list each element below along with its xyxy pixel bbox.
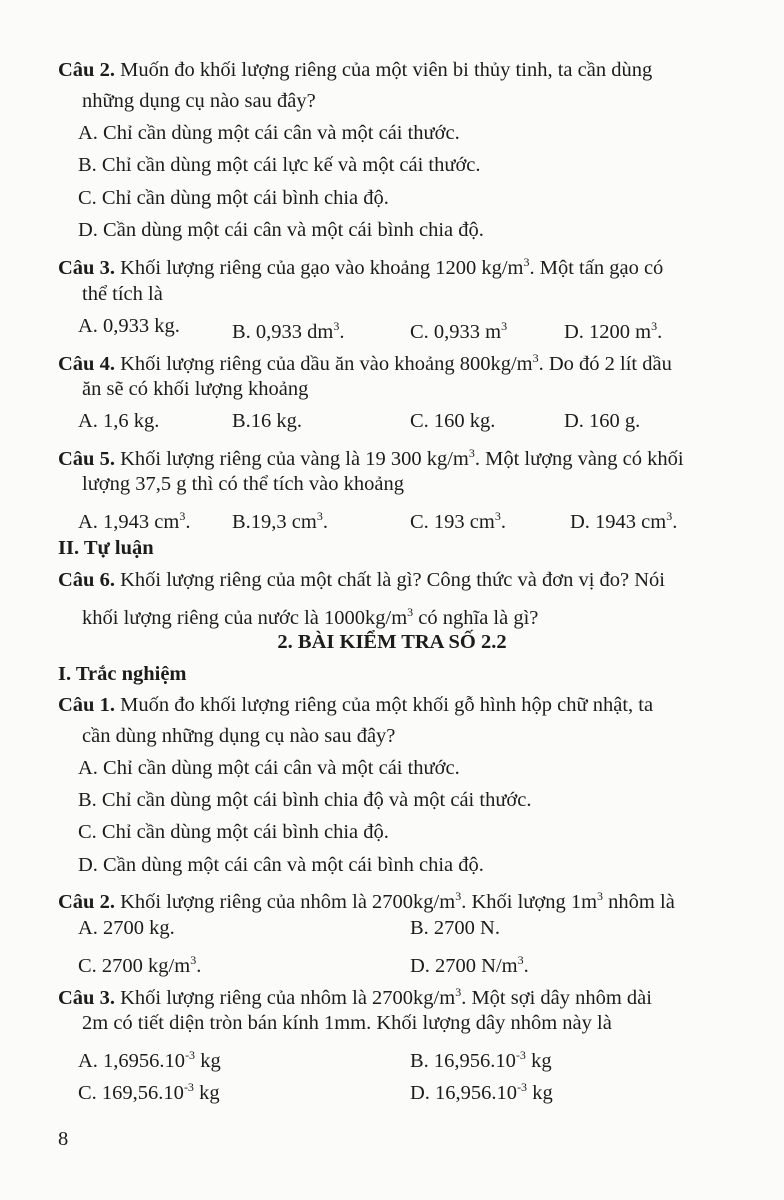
question-label: Câu 3. — [58, 987, 115, 1009]
question-label: Câu 6. — [58, 569, 115, 591]
option-a: A. Chỉ cần dùng một cái cân và một cái thước. — [78, 757, 460, 779]
option-b: B.16 kg. — [232, 410, 303, 432]
option-d: D. Cần dùng một cái cân và một cái bình chia độ. — [78, 219, 484, 241]
question-text-cont: ăn sẽ có khối lượng khoảng — [82, 378, 309, 400]
question-text-cont: cần dùng những dụng cụ nào sau đây? — [82, 725, 396, 747]
question-text-cont: những dụng cụ nào sau đây? — [82, 90, 316, 112]
question-text: Khối lượng riêng của nhôm là $2700kg/m^3$. Một sợi dây nhôm dài — [120, 985, 652, 1009]
question-text-cont: khối lượng riêng của nước là $1000kg/m^3$ có nghĩa là gì? — [82, 605, 539, 629]
question-label: Câu 2. — [58, 891, 115, 913]
option-a: A. 0,933 kg. — [78, 315, 180, 337]
option-b: B. 2700 N. — [410, 917, 500, 939]
option-d: D. 1200 $m^3$. — [564, 319, 663, 343]
option-d: D. Cần dùng một cái cân và một cái bình chia độ. — [78, 854, 484, 876]
question-label: Câu 4. — [58, 353, 115, 375]
option-d: D. 1943 $cm^3$. — [570, 509, 678, 533]
question-label: Câu 2. — [58, 59, 115, 81]
question-4 — [58, 346, 672, 376]
test-title: 2. BÀI KIỂM TRA SỐ 2.2 — [277, 631, 507, 653]
question-text: Muốn đo khối lượng riêng của một khối gỗ hình hộp chữ nhật, ta — [120, 694, 654, 716]
question-text: Khối lượng riêng của một chất là gì? Công thức và đơn vị đo? Nói — [120, 569, 665, 591]
section-heading: I. Trắc nghiệm — [58, 663, 187, 685]
option-c: C. Chỉ cần dùng một cái bình chia độ. — [78, 187, 389, 209]
question-3b — [58, 980, 652, 1010]
page-number: 8 — [58, 1128, 69, 1150]
question-text: Khối lượng riêng của vàng là 19 300 $kg/m^3$. Một lượng vàng có khối — [120, 446, 684, 470]
question-5 — [58, 441, 684, 471]
question-1 — [58, 693, 653, 717]
option-d: D. 160 g. — [564, 410, 641, 432]
question-text: Khối lượng riêng của nhôm là $2700kg/m^3$. Khối lượng $1m^3$ nhôm là — [120, 889, 675, 913]
question-6 — [58, 568, 665, 592]
option-b: B. $16,956.10^{-3}$ kg — [410, 1048, 552, 1072]
section-heading: II. Tự luận — [58, 537, 154, 559]
question-text: Muốn đo khối lượng riêng của một viên bi thủy tinh, ta cần dùng — [120, 59, 653, 81]
question-text-cont: 2m có tiết diện tròn bán kính 1mm. Khối lượng dây nhôm này là — [82, 1012, 612, 1034]
option-c: C. Chỉ cần dùng một cái bình chia độ. — [78, 821, 389, 843]
question-2 — [58, 58, 652, 82]
option-c: C. 160 kg. — [410, 410, 496, 432]
question-text: Khối lượng riêng của gạo vào khoảng 1200 $kg/m^3$. Một tấn gạo có — [120, 255, 664, 279]
option-a: A. 1,6 kg. — [78, 410, 160, 432]
option-c: C. 193 $cm^3$. — [410, 509, 506, 533]
question-3 — [58, 250, 663, 280]
option-a: A. Chỉ cần dùng một cái cân và một cái thước. — [78, 122, 460, 144]
option-a: A. $1,6956.10^{-3}$ kg — [78, 1048, 221, 1072]
question-2b — [58, 884, 675, 914]
option-b: B.19,3 $cm^3$. — [232, 509, 328, 533]
question-text-cont: thể tích là — [82, 283, 163, 305]
option-c: C. 0,933 $m^3$ — [410, 319, 508, 343]
question-label: Câu 1. — [58, 694, 115, 716]
question-label: Câu 5. — [58, 448, 115, 470]
option-b: B. 0,933 $dm^3$. — [232, 319, 345, 343]
option-c: C. 2700 $kg/m^3$. — [78, 953, 202, 977]
question-text-cont: lượng 37,5 g thì có thể tích vào khoảng — [82, 473, 404, 495]
question-text: Khối lượng riêng của dầu ăn vào khoảng $800kg/m^3$. Do đó 2 lít dầu — [120, 351, 672, 375]
option-c: C. $169,56.10^{-3}$ kg — [78, 1080, 220, 1104]
option-b: B. Chỉ cần dùng một cái bình chia độ và một cái thước. — [78, 789, 532, 811]
question-label: Câu 3. — [58, 257, 115, 279]
option-d: D. $16,956.10^{-3}$ kg — [410, 1080, 553, 1104]
option-a: A. 1,943 $cm^3$. — [78, 509, 191, 533]
option-d: D. 2700 $N/m^3$. — [410, 953, 529, 977]
option-a: A. 2700 kg. — [78, 917, 175, 939]
option-b: B. Chỉ cần dùng một cái lực kế và một cái thước. — [78, 154, 481, 176]
